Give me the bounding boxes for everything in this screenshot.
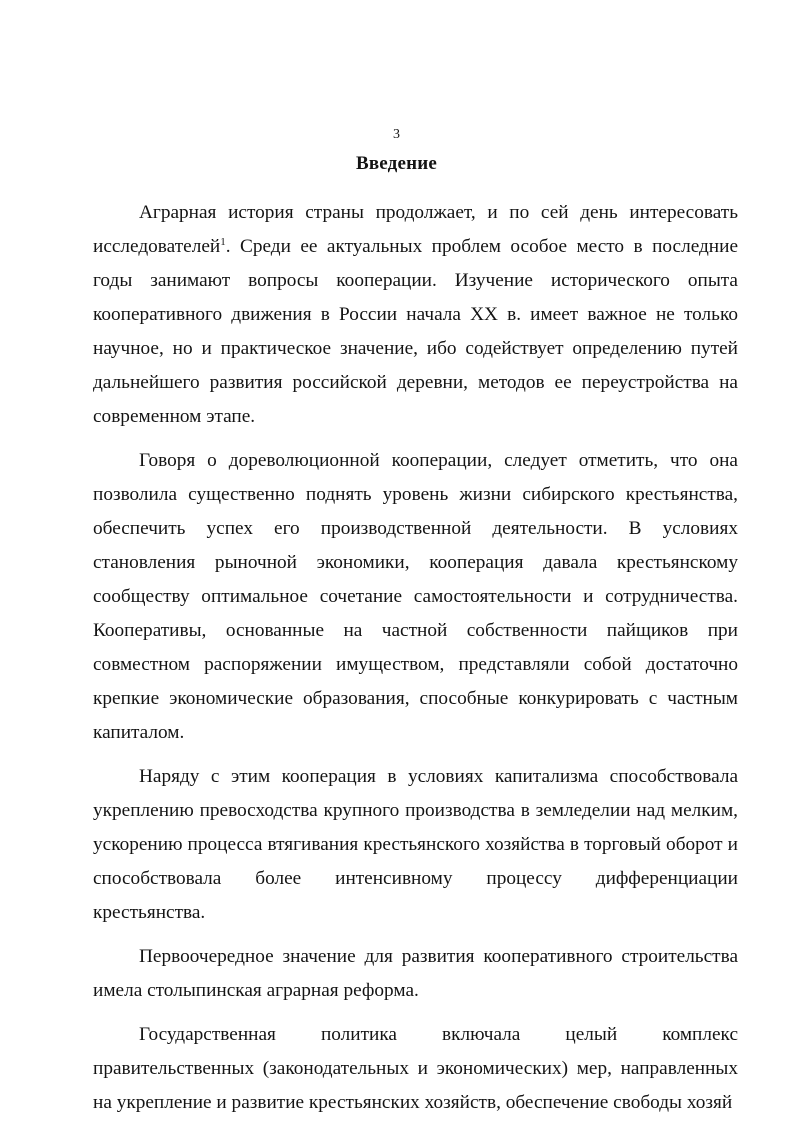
paragraph-2: Говоря о дореволюционной кооперации, следует отметить, что она позволила существенно поднять уровень жизни сибирского крестьянства, обеспечить успех его производственной деятельности. В условиях становления рыночной экономики, кооперация давала крестьянскому сообществу оптимальное сочетание самостоятельности и сотрудничества. Кооперативы, основанные на частной собственности пайщиков при совместном распоряжении имуществом, представляли собой достаточно крепкие экономические образования, способные конкурировать с частным капиталом.: [93, 450, 738, 743]
paragraph-1-text-before: Аграрная история страны продолжает, и по сей день интересовать исследователей: [93, 202, 738, 257]
page-title: Введение: [355, 153, 438, 174]
page-number: 3: [393, 127, 400, 142]
paragraph-5: Государственная политика включала целый комплекс правительственных (законодательных и экономических) мер, направленных на укрепление и развитие крестьянских хозяйств, обеспечение свободы хозяй: [93, 1024, 738, 1113]
body-text: [93, 196, 738, 1130]
paragraph-1: [93, 196, 738, 434]
footnote-marker: 1: [220, 236, 226, 248]
paragraph-3: Наряду с этим кооперация в условиях капитализма способствовала укреплению превосходства крупного производства в земледелии над мелким, ускорению процесса втягивания крестьянского хозяйства в торговый оборот и способствовала более интенсивному процессу дифференциации крестьянства.: [93, 766, 738, 923]
paragraph-1-text-after: . Среди ее актуальных проблем особое место в последние годы занимают вопросы кооперации. Изучение исторического опыта кооперативного движения в России начала XX в. имеет важное не только научное, но и практическое значение, ибо содействует определению путей дальнейшего развития российской деревни, методов ее переустройства на современном этапе.: [93, 236, 738, 427]
paragraph-4: Первоочередное значение для развития кооперативного строительства имела столыпинская аграрная реформа.: [93, 946, 738, 1001]
